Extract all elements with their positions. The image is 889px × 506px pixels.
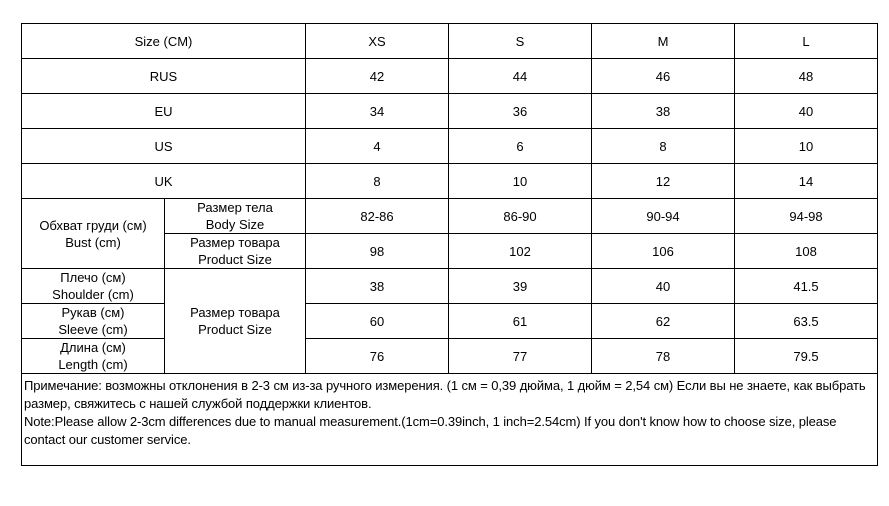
table-cell: 6: [449, 129, 592, 164]
product-size-label-en: Product Size: [198, 252, 272, 267]
table-cell: 86-90: [449, 199, 592, 234]
table-cell: 40: [735, 94, 878, 129]
table-cell: 82-86: [306, 199, 449, 234]
table-cell: 61: [449, 304, 592, 339]
table-cell: 42: [306, 59, 449, 94]
note-cell: [22, 374, 878, 466]
row-label: RUS: [22, 59, 306, 94]
shoulder-label: [22, 269, 165, 304]
row-label: US: [22, 129, 306, 164]
table-cell: 36: [449, 94, 592, 129]
table-cell: 76: [306, 339, 449, 374]
table-cell: 34: [306, 94, 449, 129]
conversion-row-eu: [22, 94, 878, 129]
sleeve-label-en: Sleeve (cm): [58, 322, 128, 337]
length-row: [22, 339, 878, 374]
table-cell: 8: [592, 129, 735, 164]
size-xs-header: XS: [306, 24, 449, 59]
table-cell: 90-94: [592, 199, 735, 234]
sleeve-label-ru: Рукав (см): [61, 305, 125, 320]
table-cell: 39: [449, 269, 592, 304]
product-size-label: [165, 234, 306, 269]
table-cell: 40: [592, 269, 735, 304]
shoulder-label-en: Shoulder (cm): [52, 287, 134, 302]
table-cell: 48: [735, 59, 878, 94]
body-size-label-en: Body Size: [205, 217, 265, 232]
conversion-row-uk: [22, 164, 878, 199]
product-size-label-ru: Размер товара: [190, 235, 280, 250]
table-cell: 62: [592, 304, 735, 339]
bust-label-ru: Обхват груди (см): [39, 217, 147, 233]
note-text-en: Note:Please allow 2-3cm differences due to manual measurement.(1cm=0.39inch, 1 inch=2.54cm) If you don't know how to choose size, please contact our customer service.: [24, 414, 837, 447]
size-label-cell: Size (CM): [22, 24, 306, 59]
length-label-en: Length (cm): [58, 357, 128, 372]
table-cell: 14: [735, 164, 878, 199]
size-header-row: [22, 24, 878, 59]
table-cell: 106: [592, 234, 735, 269]
product-size-group-label-ru: Размер товара: [190, 305, 280, 320]
table-cell: 4: [306, 129, 449, 164]
conversion-row-rus: [22, 59, 878, 94]
table-cell: 46: [592, 59, 735, 94]
table-cell: 38: [592, 94, 735, 129]
bust-label-en: Bust (cm): [65, 234, 121, 250]
sleeve-label: [22, 304, 165, 339]
bust-body-row: [22, 199, 878, 234]
table-cell: 44: [449, 59, 592, 94]
table-cell: 60: [306, 304, 449, 339]
row-label: UK: [22, 164, 306, 199]
note-text-ru: Примечание: возможны отклонения в 2-3 см из-за ручного измерения. (1 см = 0,39 дюйма, 1 дюйм = 2,54 см) Если вы не знаете, как выбрать размер, свяжитесь с нашей службой поддержки клиентов.: [24, 378, 866, 411]
table-cell: 98: [306, 234, 449, 269]
row-label: EU: [22, 94, 306, 129]
size-s-header: S: [449, 24, 592, 59]
table-cell: 8: [306, 164, 449, 199]
table-cell: 41.5: [735, 269, 878, 304]
body-size-label-ru: Размер тела: [197, 200, 273, 215]
length-label-ru: Длина (см): [60, 340, 126, 355]
table-cell: 12: [592, 164, 735, 199]
shoulder-row: [22, 269, 878, 304]
shoulder-label-ru: Плечо (см): [60, 270, 126, 285]
body-size-label: [165, 199, 306, 234]
table-cell: 38: [306, 269, 449, 304]
sleeve-row: [22, 304, 878, 339]
length-label: [22, 339, 165, 374]
table-cell: 10: [735, 129, 878, 164]
table-cell: 10: [449, 164, 592, 199]
table-cell: 77: [449, 339, 592, 374]
table-cell: 94-98: [735, 199, 878, 234]
table-cell: 79.5: [735, 339, 878, 374]
bust-label: [22, 199, 165, 269]
table-cell: 102: [449, 234, 592, 269]
table-cell: 78: [592, 339, 735, 374]
size-m-header: M: [592, 24, 735, 59]
table-cell: 63.5: [735, 304, 878, 339]
table-cell: 108: [735, 234, 878, 269]
size-l-header: L: [735, 24, 878, 59]
product-size-group-label: [165, 269, 306, 374]
product-size-group-label-en: Product Size: [198, 322, 272, 337]
conversion-row-us: [22, 129, 878, 164]
note-row: [22, 374, 878, 466]
size-chart-table: [21, 23, 878, 466]
